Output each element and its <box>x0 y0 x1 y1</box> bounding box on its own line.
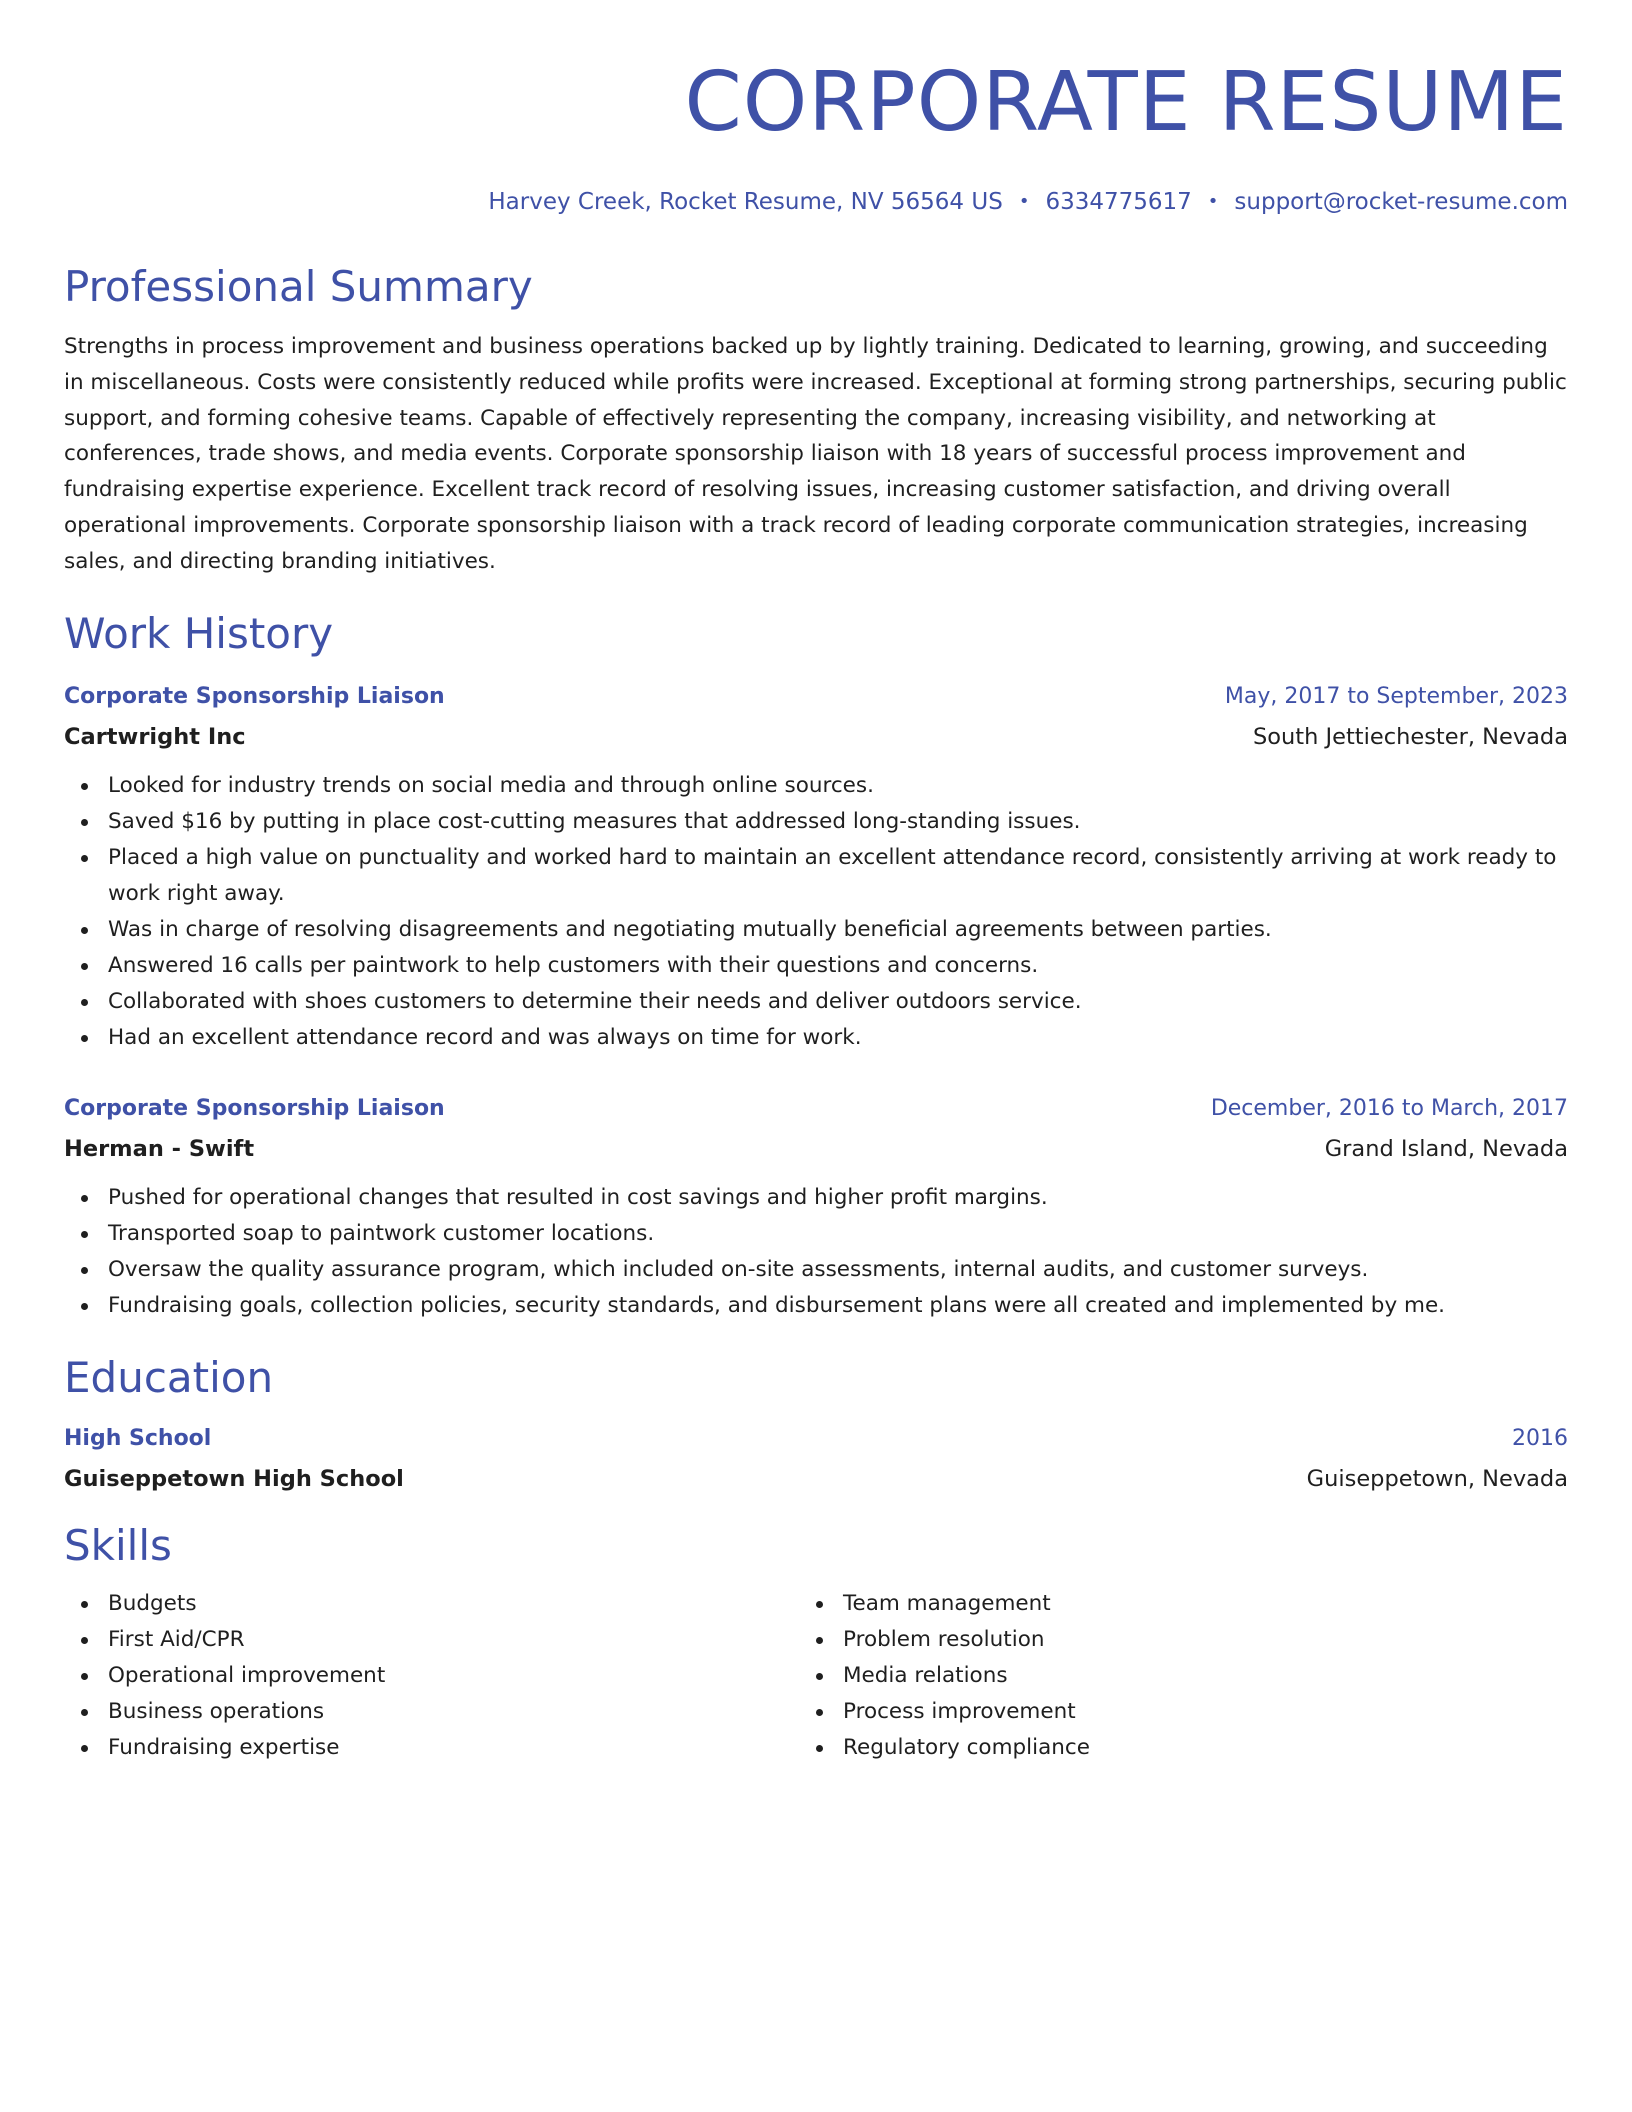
contact-email: support@rocket-resume.com <box>1234 189 1568 215</box>
job-bullet: Transported soap to paintwork customer locations. <box>64 1216 1568 1252</box>
skill-item: Problem resolution <box>799 1622 1534 1658</box>
job-dates: December, 2016 to March, 2017 <box>1210 1095 1568 1121</box>
job-bullet: Saved $16 by putting in place cost-cutting measures that addressed long-standing issues. <box>64 804 1568 840</box>
skill-item: First Aid/CPR <box>64 1622 799 1658</box>
job-bullets <box>64 768 1568 1056</box>
job-location: Grand Island, Nevada <box>1324 1135 1568 1162</box>
job-bullet: Looked for industry trends on social media and through online sources. <box>64 768 1568 804</box>
skill-item: Fundraising expertise <box>64 1730 799 1766</box>
job-company: Herman - Swift <box>64 1135 255 1162</box>
contact-address: Harvey Creek, Rocket Resume, NV 56564 US <box>488 189 1003 215</box>
skills-column-left <box>64 1586 799 1766</box>
job-bullet: Oversaw the quality assurance program, which included on-site assessments, internal audits, and customer surveys. <box>64 1252 1568 1288</box>
skill-item: Team management <box>799 1586 1534 1622</box>
education-entry <box>64 1424 1568 1494</box>
job-bullet: Was in charge of resolving disagreements and negotiating mutually beneficial agreements between parties. <box>64 912 1568 948</box>
job-bullet: Pushed for operational changes that resulted in cost savings and higher profit margins. <box>64 1180 1568 1216</box>
skill-item: Operational improvement <box>64 1658 799 1694</box>
job-bullet: Fundraising goals, collection policies, security standards, and disbursement plans were all created and implemented by me. <box>64 1288 1568 1324</box>
job-title: Corporate Sponsorship Liaison <box>64 683 445 709</box>
job-entry <box>64 682 1568 1056</box>
contact-separator: • <box>1018 191 1030 212</box>
contact-phone: 6334775617 <box>1045 189 1192 215</box>
resume-name: CORPORATE RESUME <box>684 55 1568 150</box>
job-bullets <box>64 1180 1568 1324</box>
job-bullet: Placed a high value on punctuality and worked hard to maintain an excellent attendance record, consistently arriving at work ready to work right away. <box>64 840 1568 912</box>
job-entry <box>64 1094 1568 1324</box>
job-bullet: Collaborated with shoes customers to determine their needs and deliver outdoors service. <box>64 984 1568 1020</box>
job-company: Cartwright Inc <box>64 723 246 750</box>
contact-separator: • <box>1207 191 1219 212</box>
education-heading: Education <box>64 1352 274 1402</box>
summary-heading: Professional Summary <box>64 262 533 311</box>
skill-item: Business operations <box>64 1694 799 1730</box>
contact-line <box>64 187 1568 217</box>
education-degree: High School <box>64 1425 212 1451</box>
job-bullet: Had an excellent attendance record and was always on time for work. <box>64 1020 1568 1056</box>
summary-text: Strengths in process improvement and business operations backed up by lightly training. Dedicated to learning, growing, and succeeding in miscellaneous. Costs were consistently reduced while profits were increased. Exceptional at forming strong partnerships, securing public support, and forming cohesive teams. Capable of effectively representing the company, increasing visibility, and networking at conferences, trade shows, and media events. Corporate sponsorship liaison with 18 years of successful process improvement and fundraising expertise experience. Excellent track record of resolving issues, increasing customer satisfaction, and driving overall operational improvements. Corporate sponsorship liaison with a track record of leading corporate communication strategies, increasing sales, and directing branding initiatives. <box>64 334 1567 574</box>
skill-item: Regulatory compliance <box>799 1730 1534 1766</box>
skills-column-right <box>799 1586 1534 1766</box>
skill-item: Budgets <box>64 1586 799 1622</box>
education-school: Guiseppetown High School <box>64 1465 404 1492</box>
resume-header <box>64 0 1568 217</box>
skills-heading: Skills <box>64 1520 172 1570</box>
skill-item: Media relations <box>799 1658 1534 1694</box>
education-year: 2016 <box>1512 1425 1568 1451</box>
education-location: Guiseppetown, Nevada <box>1306 1465 1568 1492</box>
skill-item: Process improvement <box>799 1694 1534 1730</box>
work-history-heading: Work History <box>64 608 334 658</box>
job-dates: May, 2017 to September, 2023 <box>1224 683 1568 709</box>
job-title: Corporate Sponsorship Liaison <box>64 1095 445 1121</box>
job-location: South Jettiechester, Nevada <box>1252 723 1568 750</box>
skills-list <box>64 1586 1568 1766</box>
job-bullet: Answered 16 calls per paintwork to help customers with their questions and concerns. <box>64 948 1568 984</box>
